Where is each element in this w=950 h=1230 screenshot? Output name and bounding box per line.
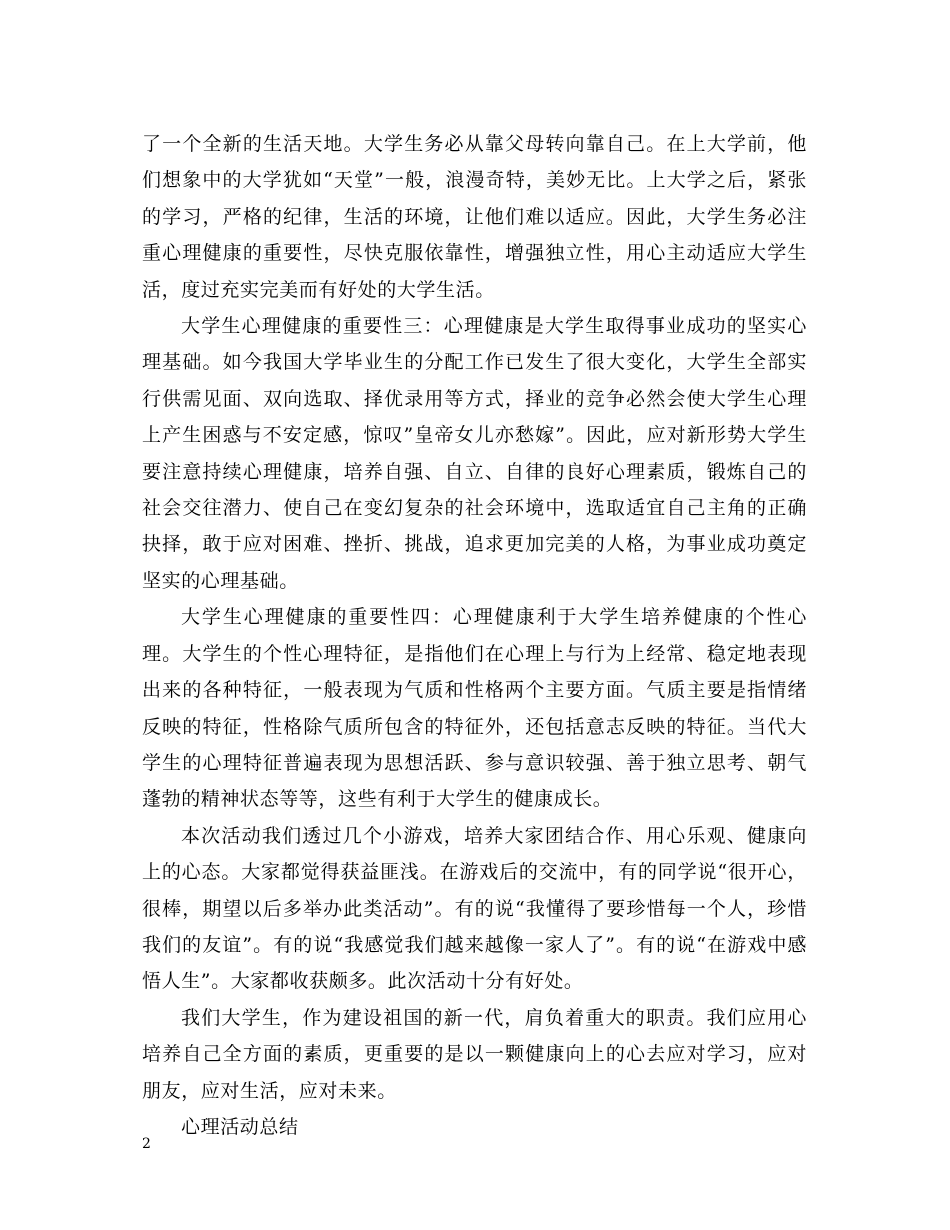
paragraph-activity-review: 本次活动我们透过几个小游戏，培养大家团结合作、用心乐观、健康向上的心态。大家都觉得获益匪浅。在游戏后的交流中，有的同学说“很开心，很棒，期望以后多举办此类活动”。有的说“我懂得了要珍惜每一个人，珍惜我们的友谊”。有的说“我感觉我们越来越像一家人了”。有的说“在游戏中感悟人生”。大家都收获颇多。此次活动十分有好处。	[142, 824, 807, 993]
paragraph-importance-three: 大学生心理健康的重要性三：心理健康是大学生取得事业成功的坚实心理基础。如今我国大学毕业生的分配工作已发生了很大变化，大学生全部实行供需见面、双向选取、择优录用等方式，择业的竞争必然会使大学生心理上产生困惑与不安定感，惊叹”皇帝女儿亦愁嫁”。因此，应对新形势大学生要注意持续心理健康，培养自强、自立、自律的良好心理素质，锻炼自己的社会交往潜力、使自己在变幻复杂的社会环境中，选取适宜自己主角的正确抉择，敢于应对困难、挫折、挑战，追求更加完美的人格，为事业成功奠定坚实的心理基础。	[142, 315, 807, 592]
paragraph-continuation: 了一个全新的生活天地。大学生务必从靠父母转向靠自己。在上大学前，他们想象中的大学犹如“天堂”一般，浪漫奇特，美妙无比。上大学之后，紧张的学习，严格的纪律，生活的环境，让他们难以适应。因此，大学生务必注重心理健康的重要性，尽快克服依靠性，增强独立性，用心主动适应大学生活，度过充实完美而有好处的大学生活。	[142, 133, 807, 301]
paragraph-conclusion: 我们大学生，作为建设祖国的新一代，肩负着重大的职责。我们应用心培养自己全方面的素质，更重要的是以一颗健康向上的心去应对学习，应对朋友，应对生活，应对未来。	[142, 1006, 807, 1102]
document-body	[142, 126, 807, 1145]
section-heading: 心理活动总结	[181, 1115, 299, 1138]
page-number: 2	[142, 1136, 151, 1152]
paragraph-importance-four: 大学生心理健康的重要性四：心理健康利于大学生培养健康的个性心理。大学生的个性心理特征，是指他们在心理上与行为上经常、稳定地表现出来的各种特征，一般表现为气质和性格两个主要方面。气质主要是指情绪反映的特征，性格除气质所包含的特征外，还包括意志反映的特征。当代大学生的心理特征普遍表现为思想活跃、参与意识较强、善于独立思考、朝气蓬勃的精神状态等等，这些有利于大学生的健康成长。	[142, 606, 807, 811]
